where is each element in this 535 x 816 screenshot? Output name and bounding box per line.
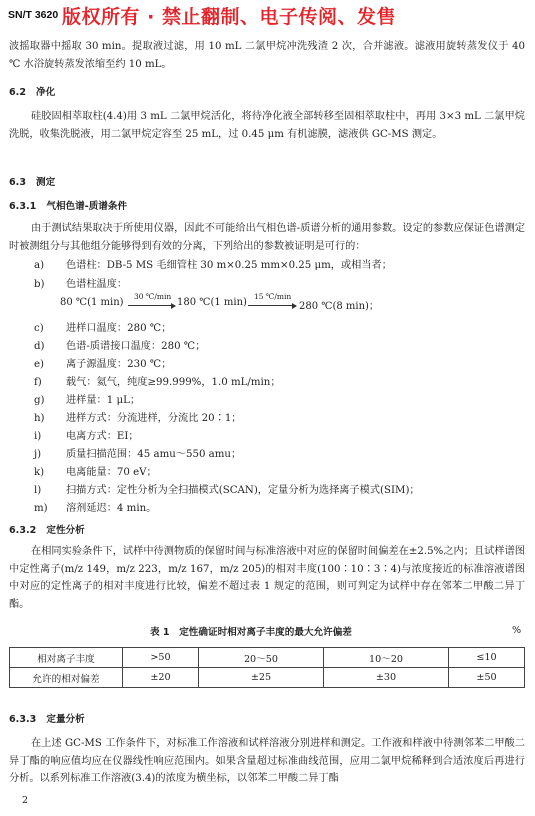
section-heading-6-2 — [9, 84, 55, 98]
list-text: 电离能量：70 eV； — [66, 467, 157, 478]
list-item-source-temp — [34, 355, 171, 370]
table-row — [10, 648, 525, 668]
temp-rate-1: 30 ℃/min — [134, 292, 172, 301]
section-number: 6.3.2 — [9, 525, 37, 536]
deviation-table — [9, 647, 525, 688]
list-item-injection-volume — [34, 391, 140, 406]
list-text: 离子源温度：230 ℃； — [66, 359, 172, 370]
section-heading-6-3-1 — [9, 198, 127, 212]
section-title: 测定 — [36, 177, 56, 188]
paragraph-qualitative: 在相同实验条件下，试样中待测物质的保留时间与标准溶液中对应的保留时间偏差在±2.5%之内；且试样谱图中定性离子(m/z 149，m/z 223，m/z 167，m/z 205)的相对丰度(100∶10∶3∶4)与浓度接近的标准溶液谱图中对应的定性离子的相对丰度进行比较，偏差不超过表 1 规定的范围，则可判定为试样中存在邻苯二甲酸二异丁酯。 — [9, 546, 525, 610]
list-item-mass-range — [34, 445, 241, 460]
table-cell: 10～20 — [323, 648, 448, 668]
section-title: 气相色谱-质谱条件 — [46, 201, 128, 212]
list-label: e) — [34, 359, 45, 370]
list-label: i) — [34, 431, 42, 442]
arrow-icon — [128, 305, 175, 306]
table-cell: ±25 — [198, 668, 323, 688]
table-cell: ±20 — [123, 668, 199, 688]
list-text: 进样口温度：280 ℃； — [66, 323, 172, 334]
temp-stage-1: 80 ℃(1 min) — [60, 297, 124, 308]
list-item-carrier-gas — [34, 373, 281, 388]
table-cell: 20～50 — [198, 648, 323, 668]
list-item-injection-mode — [34, 409, 242, 424]
table-cell: >50 — [123, 648, 199, 668]
table-row-header: 相对离子丰度 — [10, 648, 123, 668]
copyright-watermark: 版权所有 · 禁止翻制、电子传阅、发售 — [62, 6, 396, 28]
section-title: 定量分析 — [46, 714, 85, 725]
list-text: 色谱柱温度： — [66, 279, 128, 290]
list-label: h) — [34, 413, 45, 424]
section-number: 6.2 — [9, 87, 26, 98]
paragraph-extraction: 波摇取器中摇取 30 min。提取液过滤，用 10 mL 二氯甲烷冲洗残渣 2 次，合并滤液。滤液用旋转蒸发仪于 40 ℃ 水浴旋转蒸发浓缩至约 10 mL。 — [9, 41, 525, 70]
table-unit: % — [512, 625, 522, 636]
standard-number: SN/T 3620 — [8, 9, 59, 21]
arrow-icon — [248, 305, 296, 306]
list-text: 色谱-质谱接口温度：280 ℃； — [66, 341, 206, 352]
section-heading-6-3-2 — [9, 522, 85, 536]
list-label: d) — [34, 341, 45, 352]
list-label: f) — [34, 377, 42, 388]
list-item-column — [34, 256, 392, 271]
temp-stage-3: 280 ℃(8 min)； — [299, 301, 379, 312]
section-number: 6.3.1 — [9, 201, 37, 212]
list-item-ionization-energy — [34, 463, 157, 478]
list-label: b) — [34, 279, 45, 290]
list-item-oven-temp — [34, 275, 127, 290]
table-caption: 表 1 定性确证时相对离子丰度的最大允许偏差 — [150, 627, 352, 638]
table-cell: ≤10 — [449, 648, 525, 668]
list-label: l) — [34, 485, 42, 496]
temp-rate-2: 15 ℃/min — [254, 292, 292, 301]
paragraph-cleanup: 硅胶固相萃取柱(4.4)用 3 mL 二氯甲烷活化，将待净化液全部转移至固相萃取柱中，再用 3×3 mL 二氯甲烷洗脱，收集洗脱液，用二氯甲烷定容至 25 mL，过 0.45 μm 有机滤膜，滤液供 GC-MS 测定。 — [9, 111, 525, 140]
table-row-header: 允许的相对偏差 — [10, 668, 123, 688]
section-number: 6.3.3 — [9, 714, 37, 725]
page-number: 2 — [22, 795, 29, 806]
list-text: 电离方式：EI； — [66, 431, 139, 442]
section-heading-6-3-3 — [9, 711, 85, 725]
list-text: 溶剂延迟：4 min。 — [66, 503, 157, 514]
list-label: g) — [34, 395, 45, 406]
list-text: 扫描方式：定性分析为全扫描模式(SCAN)，定量分析为选择离子模式(SIM)； — [66, 485, 420, 496]
list-label: k) — [34, 467, 45, 478]
section-number: 6.3 — [9, 177, 26, 188]
section-heading-6-3 — [9, 174, 55, 188]
list-label: c) — [34, 323, 44, 334]
section-title: 定性分析 — [46, 525, 85, 536]
list-text: 色谱柱：DB-5 MS 毛细管柱 30 m×0.25 mm×0.25 μm，或相当者； — [66, 260, 392, 271]
list-text: 载气：氦气，纯度≥99.999%，1.0 mL/min； — [66, 377, 281, 388]
section-title: 净化 — [36, 87, 56, 98]
list-text: 进样量：1 μL； — [66, 395, 141, 406]
list-label: m) — [34, 503, 48, 514]
list-label: j) — [34, 449, 42, 460]
list-item-interface-temp — [34, 337, 205, 352]
list-item-inlet-temp — [34, 319, 171, 334]
list-item-ionization — [34, 427, 139, 442]
table-cell: ±50 — [449, 668, 525, 688]
table-row — [10, 668, 525, 688]
paragraph-gcms-intro: 由于测试结果取决于所使用仪器，因此不可能给出气相色谱-质谱分析的通用参数。设定的参数应保证色谱测定时被测组分与其他组分能够得到有效的分离，下列给出的参数被证明是可行的： — [9, 223, 525, 252]
list-text: 进样方式：分流进样，分流比 20∶1； — [66, 413, 242, 424]
list-text: 质量扫描范围：45 amu～550 amu； — [66, 449, 242, 460]
paragraph-quantitative: 在上述 GC-MS 工作条件下，对标准工作溶液和试样溶液分别进样和测定。工作液和样液中待测邻苯二甲酸二异丁酯的响应值均应在仪器线性响应范围内。如果含量超过标准曲线范围，应用二氯甲烷稀释到合适浓度后再进行分析。以系列标准工作溶液(3.4)的浓度为横坐标，以邻苯二甲酸二异丁酯 — [9, 738, 525, 784]
list-item-scan-mode — [34, 481, 420, 496]
table-cell: ±30 — [323, 668, 448, 688]
list-label: a) — [34, 260, 45, 271]
temp-stage-2: 180 ℃(1 min) — [177, 297, 247, 308]
list-item-solvent-delay — [34, 499, 156, 514]
